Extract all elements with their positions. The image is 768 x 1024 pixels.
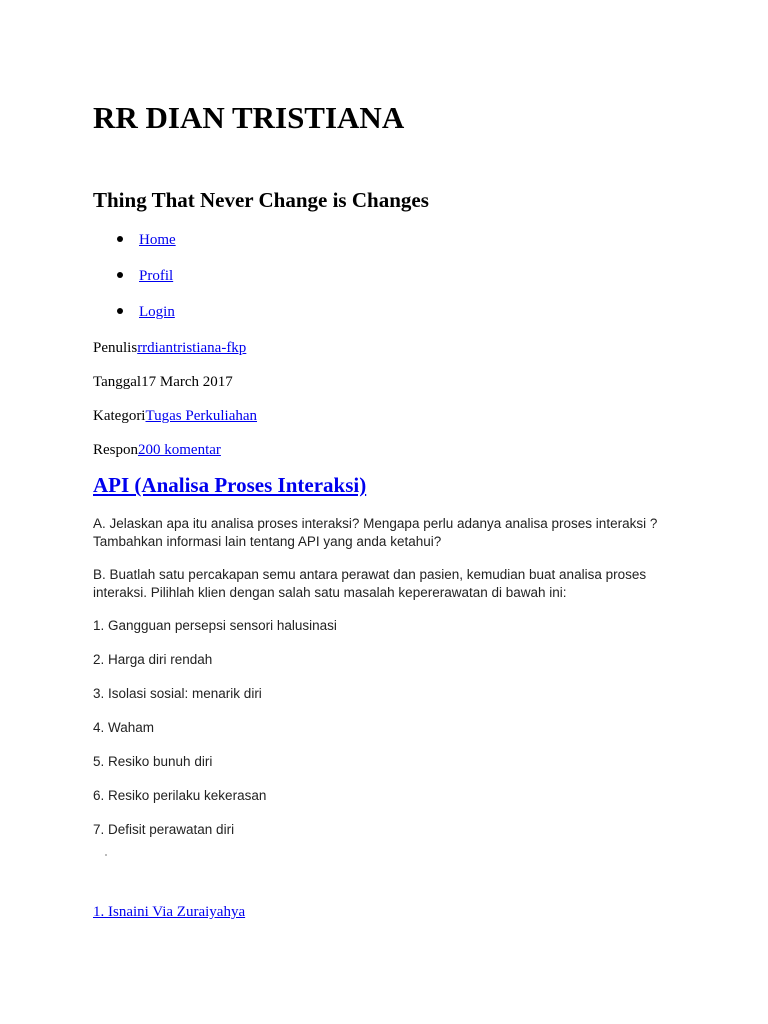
list-item: 2. Harga diri rendah xyxy=(93,652,213,667)
meta-response-label: Respon xyxy=(93,442,138,458)
list-item: 1. Gangguan persepsi sensori halusinasi xyxy=(93,618,337,633)
meta-date xyxy=(93,372,257,406)
comment-entry xyxy=(93,904,245,921)
comments-link[interactable]: 200 komentar xyxy=(138,442,221,458)
list-item: 5. Resiko bunuh diri xyxy=(93,754,213,769)
meta-response xyxy=(93,440,257,474)
post-title-link[interactable]: API (Analisa Proses Interaksi) xyxy=(93,473,367,497)
comment-author-link[interactable]: 1. Isnaini Via Zuraiyahya xyxy=(93,904,246,920)
meta-category xyxy=(93,406,257,440)
site-title: RR DIAN TRISTIANA xyxy=(93,100,405,135)
post-paragraph-b: B. Buatlah satu percakapan semu antara perawat dan pasien, kemudian buat analisa proses interaksi. Pilihlah klien dengan salah satu masalah kepererawatan di bawah ini: xyxy=(93,567,647,600)
nav-link-profil[interactable]: Profil xyxy=(139,268,174,284)
site-tagline: Thing That Never Change is Changes xyxy=(93,188,429,212)
decorative-dot xyxy=(105,854,107,856)
bullet-icon xyxy=(117,272,123,278)
list-item: 3. Isolasi sosial: menarik diri xyxy=(93,686,262,701)
post-title xyxy=(93,473,366,498)
meta-author-label: Penulis xyxy=(93,340,138,356)
nav-link-home[interactable]: Home xyxy=(139,232,176,248)
meta-category-label: Kategori xyxy=(93,408,146,424)
author-link[interactable]: rrdiantristiana-fkp xyxy=(137,340,247,356)
meta-date-value: 17 March 2017 xyxy=(141,374,233,390)
post-body xyxy=(93,515,683,855)
bullet-icon xyxy=(117,236,123,242)
post-paragraph-a: A. Jelaskan apa itu analisa proses interaksi? Mengapa perlu adanya analisa proses interaksi ? Tambahkan informasi lain tentang API yang anda ketahui? xyxy=(93,516,658,549)
nav-link-login[interactable]: Login xyxy=(139,304,175,320)
bullet-icon xyxy=(117,308,123,314)
meta-author xyxy=(93,338,257,372)
list-item: 4. Waham xyxy=(93,720,155,735)
list-item: 7. Defisit perawatan diri xyxy=(93,822,235,837)
list-item: 6. Resiko perilaku kekerasan xyxy=(93,788,267,803)
post-meta xyxy=(93,338,257,474)
meta-date-label: Tanggal xyxy=(93,374,142,390)
category-link[interactable]: Tugas Perkuliahan xyxy=(145,408,258,424)
